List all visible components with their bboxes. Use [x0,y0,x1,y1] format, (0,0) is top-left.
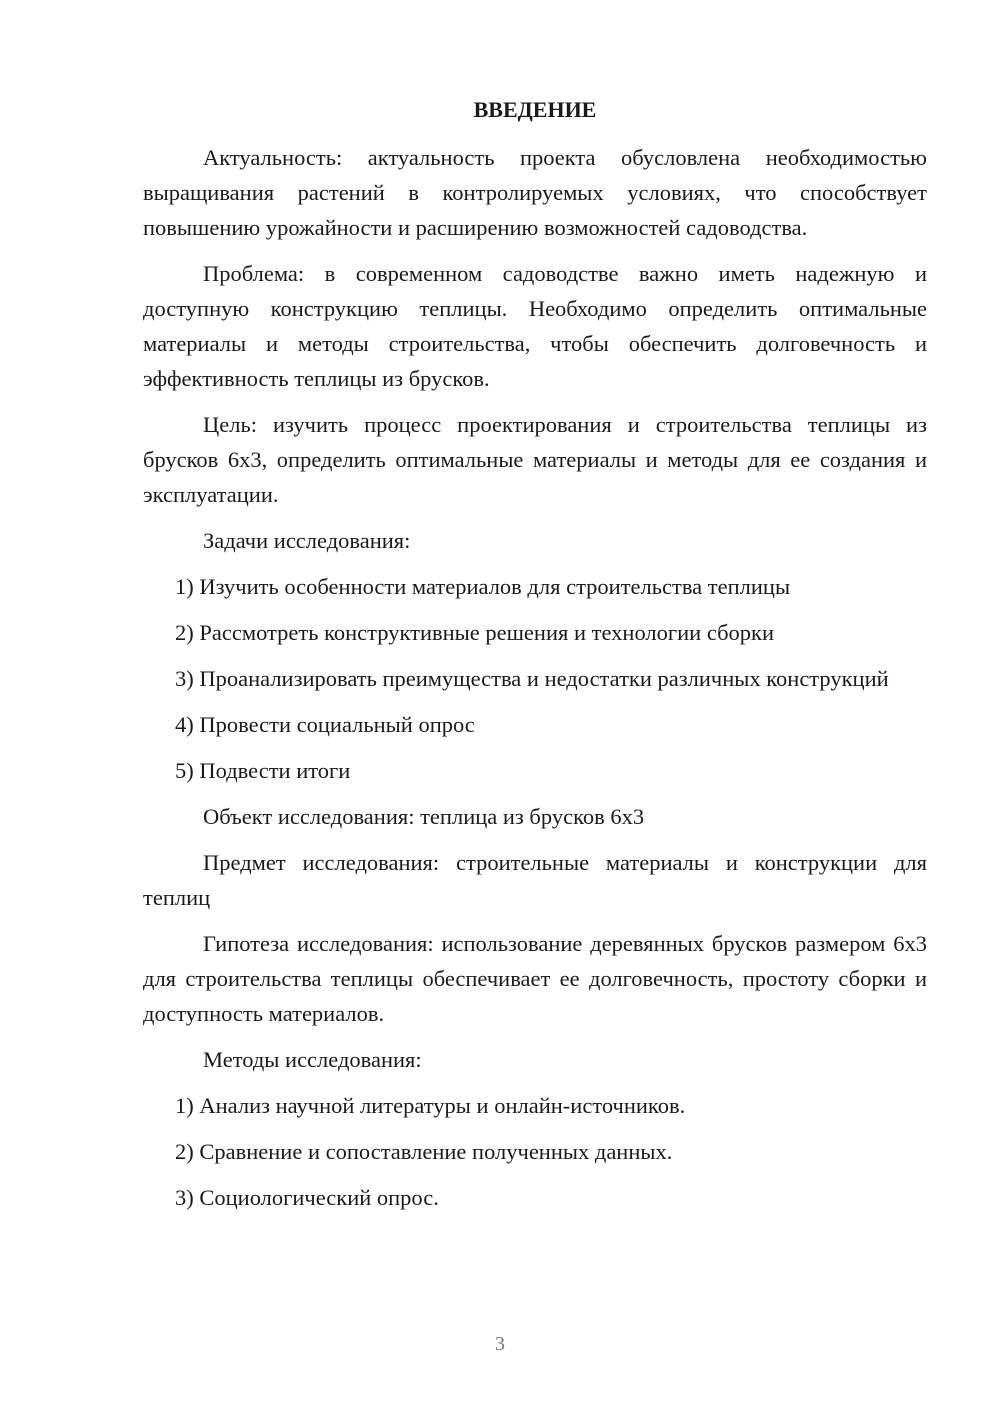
task-item-4: 4) Провести социальный опрос [175,712,475,737]
relevance-paragraph: Актуальность: актуальность проекта обусловлена необходимостью выращивания растений в контролируемых условиях, что способствует повышению урожайности и расширению возможностей садоводства. [143,145,927,240]
hypothesis-paragraph: Гипотеза исследования: использование деревянных брусков размером 6х3 для строительства теплицы обеспечивает ее долговечность, простоту сборки и доступность материалов. [143,931,927,1026]
page-content [143,94,927,1226]
methods-heading: Методы исследования: [203,1047,422,1072]
goal-paragraph: Цель: изучить процесс проектирования и строительства теплицы из брусков 6х3, определить оптимальные материалы и методы для ее создания и эксплуатации. [143,412,927,507]
subject-paragraph: Предмет исследования: строительные материалы и конструкции для теплиц [143,850,927,910]
section-title: ВВЕДЕНИЕ [473,97,597,122]
method-item-3: 3) Социологический опрос. [175,1185,439,1210]
method-item-2: 2) Сравнение и сопоставление полученных данных. [175,1139,673,1164]
object-paragraph: Объект исследования: теплица из брусков 6х3 [203,804,645,829]
task-item-5: 5) Подвести итоги [175,758,351,783]
task-item-3: 3) Проанализировать преимущества и недостатки различных конструкций [175,666,889,691]
task-item-1: 1) Изучить особенности материалов для строительства теплицы [175,574,791,599]
tasks-heading: Задачи исследования: [203,528,411,553]
page-number: 3 [495,1333,505,1355]
task-item-2: 2) Рассмотреть конструктивные решения и технологии сборки [175,620,775,645]
problem-paragraph: Проблема: в современном садоводстве важно иметь надежную и доступную конструкцию теплицы. Необходимо определить оптимальные материалы и методы строительства, чтобы обеспечить долговечность и эффективность теплицы из брусков. [143,261,927,391]
method-item-1: 1) Анализ научной литературы и онлайн-источников. [175,1093,686,1118]
